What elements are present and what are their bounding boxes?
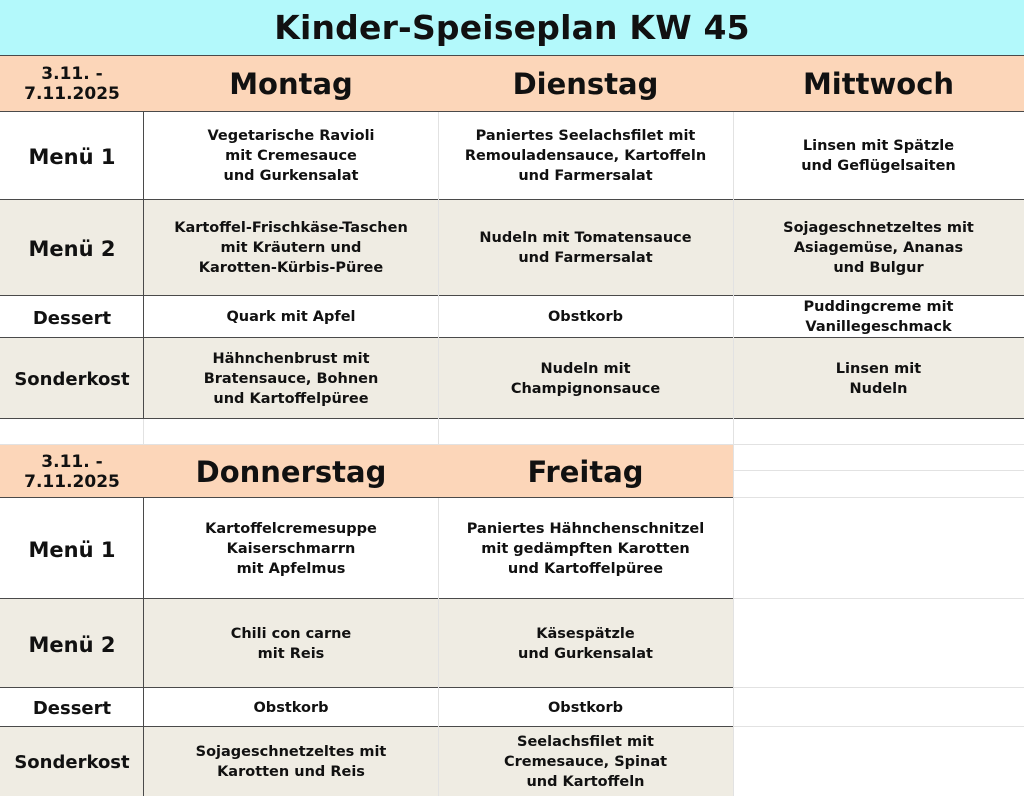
grid-line — [0, 111, 1024, 112]
meal-cell: Nudeln mit Champignonsauce — [510, 360, 661, 397]
row-label-menu2: Menü 2 — [28, 632, 116, 657]
meal-cell: Käsespätzle und Gurkensalat — [518, 625, 653, 662]
meal-cell: Chili con carne mit Reis — [230, 625, 352, 662]
grid-line — [438, 498, 439, 796]
row-label-dessert: Dessert — [32, 698, 112, 719]
grid-line — [0, 497, 733, 498]
grid-line — [438, 419, 439, 445]
meal-cell: Sojageschnetzeltes mit Asiagemüse, Ananas und Bulgur — [783, 220, 974, 276]
meal-cell: Kartoffel-Frischkäse-Taschen mit Kräutern und Karotten-Kürbis-Püree — [174, 220, 408, 276]
grid-line — [143, 498, 144, 796]
grid-line — [0, 444, 1024, 445]
grid-line — [0, 199, 1024, 200]
grid-line — [733, 598, 1024, 599]
row-label-sonderkost: Sonderkost — [14, 369, 130, 390]
grid-line — [0, 687, 733, 688]
grid-line — [733, 470, 1024, 471]
row-label-dessert: Dessert — [32, 307, 112, 329]
meal-cell: Paniertes Hähnchenschnitzel mit gedämpften Karotten und Kartoffelpüree — [466, 520, 705, 577]
page-title: Kinder-Speiseplan KW 45 — [0, 0, 1024, 55]
row-label-menu1: Menü 1 — [28, 145, 116, 169]
meal-cell: Vegetarische Ravioli mit Cremesauce und Gurkensalat — [207, 128, 375, 184]
meal-cell: Obstkorb — [547, 309, 623, 325]
grid-line — [733, 497, 1024, 498]
grid-line — [143, 419, 144, 445]
grid-line — [438, 112, 439, 419]
grid-line — [733, 112, 734, 419]
day-header-montag: Montag — [229, 66, 353, 101]
meal-cell: Nudeln mit Tomatensauce und Farmersalat — [479, 230, 692, 266]
meal-cell: Quark mit Apfel — [226, 309, 356, 325]
day-header-dienstag: Dienstag — [512, 66, 659, 101]
date-range-2: 3.11. - 7.11.2025 — [24, 451, 120, 492]
day-header-donnerstag: Donnerstag — [195, 454, 387, 489]
meal-cell: Linsen mit Nudeln — [835, 360, 922, 397]
meal-cell: Kartoffelcremesuppe Kaiserschmarrn mit Apfelmus — [205, 520, 377, 577]
grid-line — [0, 337, 1024, 338]
grid-line — [0, 418, 1024, 419]
grid-line — [0, 598, 733, 599]
grid-line — [0, 295, 1024, 296]
grid-line — [733, 687, 1024, 688]
day-header-freitag: Freitag — [527, 454, 644, 489]
grid-line — [0, 726, 733, 727]
date-range-1: 3.11. - 7.11.2025 — [24, 63, 120, 104]
grid-line — [143, 112, 144, 419]
meal-cell: Sojageschnetzeltes mit Karotten und Reis — [195, 743, 387, 780]
meal-cell: Hähnchenbrust mit Bratensauce, Bohnen und Kartoffelpüree — [203, 350, 379, 407]
row-label-menu2: Menü 2 — [28, 237, 116, 261]
meal-cell: Paniertes Seelachsfilet mit Remouladensauce, Kartoffeln und Farmersalat — [464, 128, 707, 184]
grid-line — [733, 726, 1024, 727]
day-header-mittwoch: Mittwoch — [802, 66, 955, 101]
meal-cell: Obstkorb — [253, 699, 329, 716]
meal-cell: Puddingcreme mit Vanillegeschmack — [803, 299, 954, 335]
row-label-menu1: Menü 1 — [28, 537, 116, 562]
meal-cell: Obstkorb — [547, 699, 623, 716]
row-label-sonderkost: Sonderkost — [14, 752, 130, 773]
meal-cell: Seelachsfilet mit Cremesauce, Spinat und Kartoffeln — [503, 733, 668, 790]
grid-line — [0, 55, 1024, 56]
grid-line — [733, 419, 734, 796]
meal-cell: Linsen mit Spätzle und Geflügelsaiten — [801, 138, 956, 174]
